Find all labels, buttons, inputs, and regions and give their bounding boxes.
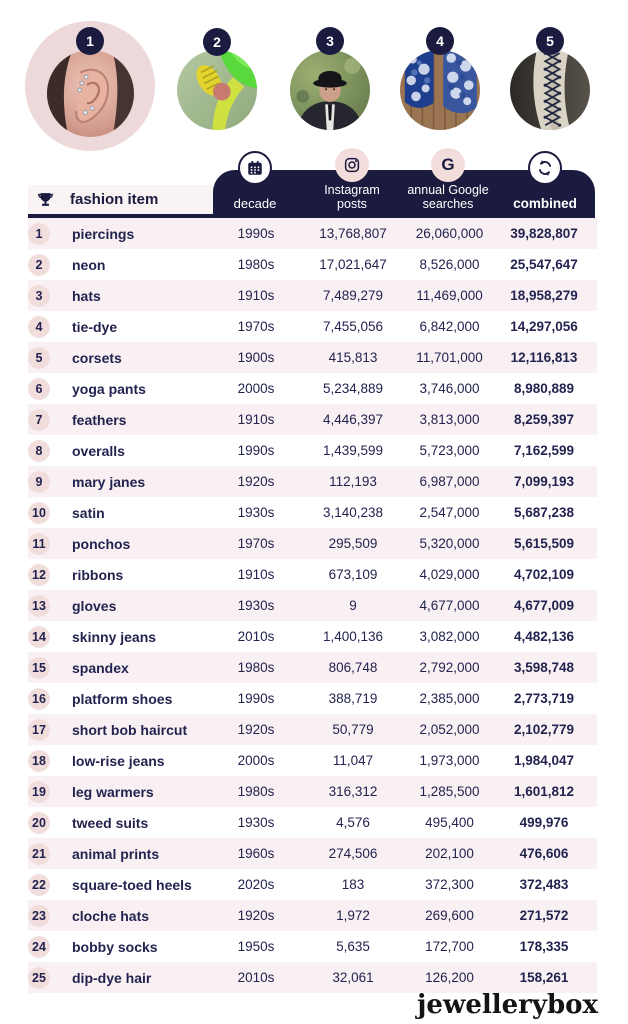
item-name: piercings [72,225,135,242]
item-name: satin [72,504,105,521]
instagram-cell: 316,312 [328,784,378,799]
rank-cell [28,874,72,896]
table-row [28,373,597,404]
google-cell: 126,200 [425,970,474,985]
rank-badge: 19 [28,781,50,803]
google-cell: 5,723,000 [419,443,480,458]
item-name: skinny jeans [72,628,157,645]
rank-badge: 13 [28,595,50,617]
table-row [28,404,597,435]
item-name: low-rise jeans [72,752,165,769]
item-name: neon [72,256,106,273]
rank-cell [28,657,72,679]
photo-1-piercings [47,50,134,137]
rank-cell [28,750,72,772]
decade-cell: 1950s [237,939,275,954]
column-header-google [407,183,488,211]
table-row [28,776,597,807]
combined-cell: 39,828,807 [510,226,578,241]
item-name: spandex [72,659,129,676]
item-name: tie-dye [72,318,118,335]
instagram-cell: 13,768,807 [319,226,387,241]
google-cell: 1,285,500 [419,784,480,799]
instagram-cell: 415,813 [328,350,378,365]
rank-badge: 8 [28,440,50,462]
combined-cell: 8,259,397 [513,412,575,427]
combined-cell: 8,980,889 [513,381,575,396]
rank-5-badge [536,27,564,55]
google-cell: 4,677,000 [419,598,480,613]
instagram-cell: 5,234,889 [322,381,384,396]
combined-cell: 1,601,812 [513,784,575,799]
combined-cell: 7,162,599 [513,443,575,458]
combined-cell: 7,099,193 [513,474,575,489]
rank-badge: 15 [28,657,50,679]
rank-1-badge [76,27,104,55]
item-name: animal prints [72,845,160,862]
instagram-cell: 50,779 [332,722,374,737]
decade-cell: 2000s [237,753,275,768]
rank-badge: 22 [28,874,50,896]
combined-cell: 158,261 [519,970,569,985]
table-row [28,838,597,869]
decade-cell: 1920s [237,474,275,489]
google-cell: 6,842,000 [419,319,480,334]
instagram-cell: 4,446,397 [322,412,384,427]
instagram-cell: 274,506 [328,846,378,861]
rank-badge: 14 [28,626,50,648]
decade-cell: 1910s [237,412,275,427]
table-row [28,714,597,745]
item-name: cloche hats [72,907,150,924]
combined-cell: 4,702,109 [513,567,575,582]
google-cell: 3,746,000 [419,381,480,396]
combined-cell: 5,687,238 [513,505,575,520]
table-row [28,590,597,621]
instagram-cell: 1,439,599 [322,443,384,458]
rank-1-number: 1 [86,33,94,49]
combined-refresh-icon [528,151,562,185]
item-name: platform shoes [72,690,173,707]
column-header-decade: decade [233,196,277,211]
table-row [28,962,597,993]
rank-2-number: 2 [213,34,221,50]
google-icon [431,148,465,182]
google-cell: 11,469,000 [416,288,483,303]
rank-badge: 23 [28,905,50,927]
google-cell: 372,300 [425,877,474,892]
rank-badge: 16 [28,688,50,710]
instagram-cell: 7,489,279 [322,288,384,303]
table-row [28,249,597,280]
table-row [28,931,597,962]
table-row [28,435,597,466]
rank-cell [28,719,72,741]
decade-cell: 1910s [237,288,275,303]
rank-cell [28,409,72,431]
rank-cell [28,626,72,648]
rank-cell [28,471,72,493]
combined-cell: 14,297,056 [510,319,578,334]
instagram-cell: 673,109 [328,567,378,582]
instagram-header-line1: Instagram [324,183,380,197]
combined-cell: 499,976 [519,815,569,830]
google-cell: 2,052,000 [419,722,480,737]
table-row [28,807,597,838]
table-row [28,311,597,342]
rank-badge: 2 [28,254,50,276]
decade-cell: 1970s [237,319,275,334]
google-cell: 495,400 [425,815,474,830]
google-cell: 6,987,000 [419,474,480,489]
rank-cell [28,440,72,462]
combined-cell: 1,984,047 [513,753,575,768]
google-cell: 4,029,000 [419,567,480,582]
google-cell: 8,526,000 [419,257,480,272]
rank-cell [28,688,72,710]
fashion-item-header [28,185,213,214]
instagram-cell: 32,061 [332,970,374,985]
rank-cell [28,812,72,834]
item-name: gloves [72,597,117,614]
google-cell: 3,813,000 [419,412,480,427]
decade-cell: 1930s [237,505,275,520]
rank-5-number: 5 [546,33,554,49]
decade-cell: 1990s [237,226,275,241]
google-header-line2: searches [422,197,474,211]
combined-cell: 271,572 [519,908,569,923]
rank-3-number: 3 [326,33,334,49]
photo-5-corsets [510,50,590,130]
table-row [28,342,597,373]
rank-2-badge [203,28,231,56]
decade-cell: 1930s [237,815,275,830]
rank-cell [28,223,72,245]
item-name: ponchos [72,535,131,552]
rank-badge: 24 [28,936,50,958]
item-name: yoga pants [72,380,146,397]
rank-badge: 5 [28,347,50,369]
item-name: mary janes [72,473,146,490]
rank-cell [28,781,72,803]
decade-cell: 1900s [237,350,275,365]
instagram-cell: 4,576 [336,815,370,830]
decade-cell: 2020s [237,877,275,892]
photo-4-tie-dye [400,50,480,130]
rank-4-number: 4 [436,33,444,49]
decade-cell: 2010s [237,970,275,985]
google-cell: 5,320,000 [419,536,480,551]
google-cell: 3,082,000 [419,629,480,644]
decade-cell: 1920s [237,908,275,923]
item-name: overalls [72,442,125,459]
item-name: bobby socks [72,938,158,955]
instagram-header-line2: posts [337,197,367,211]
rank-badge: 20 [28,812,50,834]
table-row [28,900,597,931]
table-body [28,218,597,993]
combined-cell: 2,773,719 [513,691,575,706]
google-cell: 2,385,000 [419,691,480,706]
rank-badge: 18 [28,750,50,772]
item-name: tweed suits [72,814,149,831]
rank-cell [28,967,72,989]
instagram-cell: 183 [341,877,365,892]
table-row [28,869,597,900]
instagram-cell: 388,719 [328,691,378,706]
combined-cell: 178,335 [519,939,569,954]
item-name: dip-dye hair [72,969,152,986]
google-icon-letter: G [441,155,455,174]
trophy-icon [37,191,54,208]
decade-cell: 1980s [237,257,275,272]
rank-badge: 17 [28,719,50,741]
table-row [28,652,597,683]
combined-cell: 5,615,509 [513,536,575,551]
decade-cell: 1970s [237,536,275,551]
rank-cell [28,316,72,338]
item-name: leg warmers [72,783,154,800]
rank-badge: 10 [28,502,50,524]
decade-cell: 1990s [237,691,275,706]
rank-cell [28,595,72,617]
instagram-icon [335,148,369,182]
table-row [28,745,597,776]
google-cell: 269,600 [425,908,474,923]
instagram-cell: 1,972 [336,908,370,923]
column-header-instagram [324,183,380,211]
combined-cell: 4,677,009 [513,598,575,613]
decade-cell: 1920s [237,722,275,737]
instagram-cell: 112,193 [329,474,377,489]
combined-cell: 25,547,647 [510,257,578,272]
calendar-icon [238,151,272,185]
decade-cell: 1990s [237,443,275,458]
rank-badge: 7 [28,409,50,431]
jewellerybox-logo: jewellerybox [417,990,598,1020]
instagram-cell: 1,400,136 [322,629,384,644]
combined-cell: 2,102,779 [513,722,575,737]
rank-badge: 1 [28,223,50,245]
rank-cell [28,533,72,555]
google-cell: 2,547,000 [419,505,480,520]
rank-badge: 6 [28,378,50,400]
item-name: ribbons [72,566,124,583]
instagram-cell: 7,455,056 [322,319,384,334]
decade-cell: 1910s [237,567,275,582]
instagram-cell: 17,021,647 [319,257,387,272]
decade-cell: 1980s [237,660,275,675]
rank-cell [28,502,72,524]
google-cell: 172,700 [425,939,474,954]
instagram-cell: 9 [349,598,357,613]
rank-badge: 21 [28,843,50,865]
combined-cell: 3,598,748 [513,660,575,675]
rank-cell [28,564,72,586]
table-row [28,559,597,590]
combined-cell: 12,116,813 [510,350,578,365]
combined-cell: 18,958,279 [510,288,578,303]
decade-cell: 1980s [237,784,275,799]
google-cell: 11,701,000 [416,350,483,365]
rank-badge: 12 [28,564,50,586]
item-name: hats [72,287,101,304]
rank-cell [28,347,72,369]
rank-cell [28,378,72,400]
combined-cell: 372,483 [519,877,569,892]
instagram-cell: 3,140,238 [322,505,384,520]
google-cell: 26,060,000 [415,226,484,241]
rank-4-badge [426,27,454,55]
table-row [28,218,597,249]
photo-2-neon [177,50,257,130]
table-row [28,621,597,652]
rank-cell [28,843,72,865]
google-cell: 1,973,000 [419,753,480,768]
item-name: corsets [72,349,122,366]
decade-cell: 1960s [237,846,275,861]
instagram-cell: 806,748 [328,660,378,675]
item-name: short bob haircut [72,721,188,738]
item-name: square-toed heels [72,876,192,893]
rank-badge: 9 [28,471,50,493]
rank-badge: 4 [28,316,50,338]
decade-cell: 1930s [237,598,275,613]
rank-3-badge [316,27,344,55]
rank-badge: 25 [28,967,50,989]
rank-cell [28,936,72,958]
instagram-cell: 5,635 [336,939,370,954]
decade-cell: 2010s [237,629,275,644]
photo-3-hats [290,50,370,130]
rank-cell [28,254,72,276]
combined-cell: 4,482,136 [513,629,575,644]
instagram-cell: 11,047 [332,753,374,768]
instagram-cell: 295,509 [328,536,378,551]
column-header-combined: combined [513,196,577,211]
rank-cell [28,905,72,927]
combined-cell: 476,606 [519,846,569,861]
rank-badge: 11 [28,533,50,555]
google-cell: 2,792,000 [419,660,480,675]
rank-badge: 3 [28,285,50,307]
google-header-line1: annual Google [407,183,489,197]
table-row [28,280,597,311]
google-cell: 202,100 [425,846,474,861]
rank-cell [28,285,72,307]
table-row [28,683,597,714]
table-row [28,528,597,559]
decade-cell: 2000s [237,381,275,396]
table-row [28,497,597,528]
table-row [28,466,597,497]
fashion-item-label: fashion item [70,191,159,208]
item-name: feathers [72,411,127,428]
